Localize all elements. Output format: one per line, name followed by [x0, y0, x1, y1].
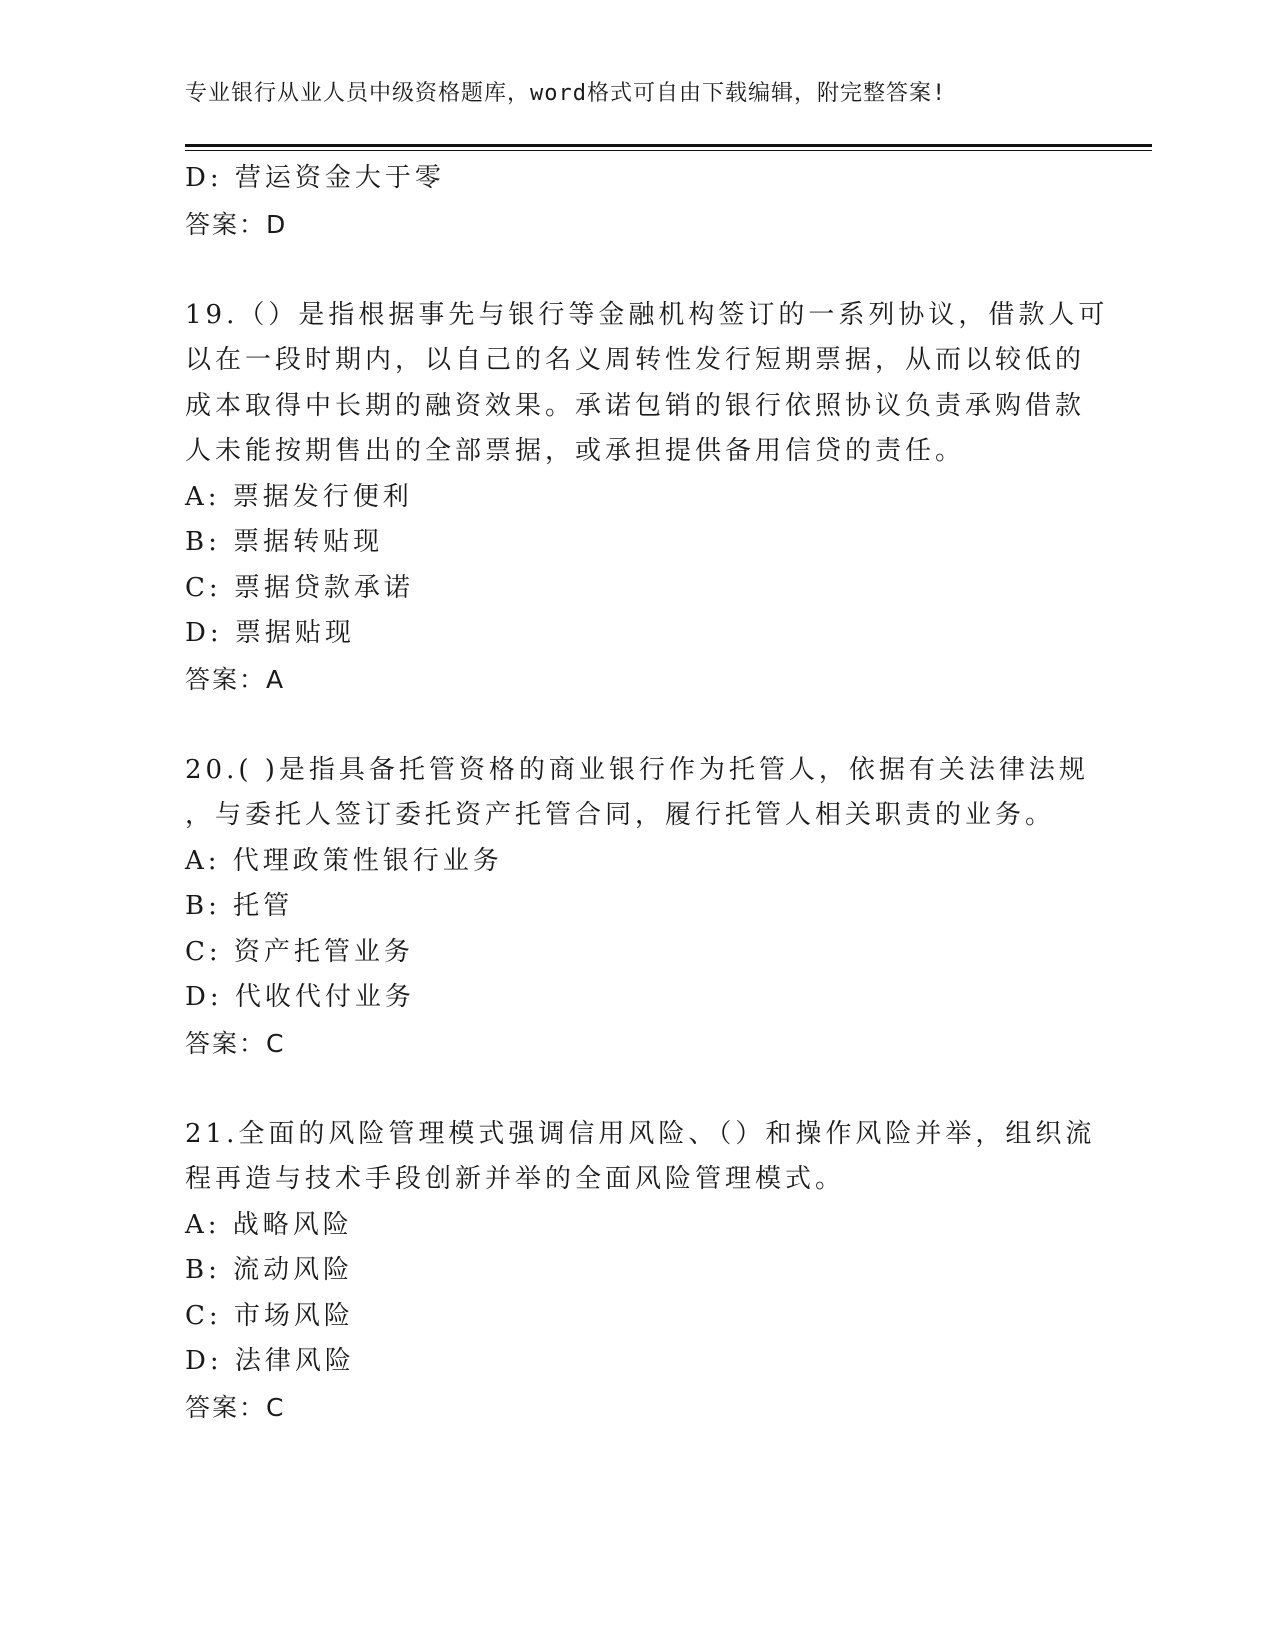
- answer: 答案：C: [185, 1028, 286, 1058]
- option-c: C: 市场风险: [185, 1300, 354, 1331]
- spacer: [185, 702, 1105, 748]
- answer: 答案：C: [185, 1392, 286, 1422]
- question-text-line: 人未能按期售出的全部票据，或承担提供备用信贷的责任。: [185, 436, 966, 466]
- question-text-line: 20.( )是指具备托管资格的商业银行作为托管人，依据有关法律法规: [185, 754, 1089, 785]
- question-19: [185, 293, 1109, 703]
- option-d: D: 营运资金大于零: [185, 163, 445, 193]
- option-c: C: 票据贷款承诺: [185, 572, 414, 603]
- question-text-line: 19.（）是指根据事先与银行等金融机构签订的一系列协议，借款人可: [185, 299, 1109, 330]
- option-d: D: 票据贴现: [185, 618, 355, 648]
- option-a: A: 战略风险: [185, 1209, 353, 1240]
- header-rule-thick: [185, 144, 1152, 147]
- question-20: [185, 748, 1105, 1067]
- answer: 答案：D: [185, 209, 288, 239]
- option-d: D: 法律风险: [185, 1346, 355, 1376]
- spacer: [185, 1066, 1105, 1112]
- question-text-line: 21.全面的风险管理模式强调信用风险、（）和操作风险并举，组织流: [185, 1118, 1096, 1149]
- option-a: A: 代理政策性银行业务: [185, 845, 503, 876]
- page-header: 专业银行从业人员中级资格题库，word格式可自由下载编辑，附完整答案!: [185, 81, 947, 106]
- question-text-line: 以在一段时期内，以自己的名义周转性发行短期票据，从而以较低的: [185, 345, 1086, 375]
- document-body: [185, 156, 1109, 1430]
- question-text-line: 成本取得中长期的融资效果。承诺包销的银行依照协议负责承购借款: [185, 390, 1086, 421]
- option-b: B: 流动风险: [185, 1255, 354, 1285]
- option-c: C: 资产托管业务: [185, 936, 414, 967]
- option-b: B: 票据转贴现: [185, 527, 384, 557]
- answer: 答案：A: [185, 664, 286, 694]
- question-text-line: ，与委托人签订委托资产托管合同，履行托管人相关职责的业务。: [185, 800, 1056, 830]
- spacer: [185, 247, 1105, 293]
- question-text-line: 程再造与技术手段创新并举的全面风险管理模式。: [185, 1164, 846, 1194]
- question-21: [185, 1112, 1105, 1431]
- option-a: A: 票据发行便利: [185, 481, 413, 512]
- option-d: D: 代收代付业务: [185, 982, 415, 1012]
- header-rule-thin: [185, 150, 1152, 151]
- option-b: B: 托管: [185, 891, 294, 921]
